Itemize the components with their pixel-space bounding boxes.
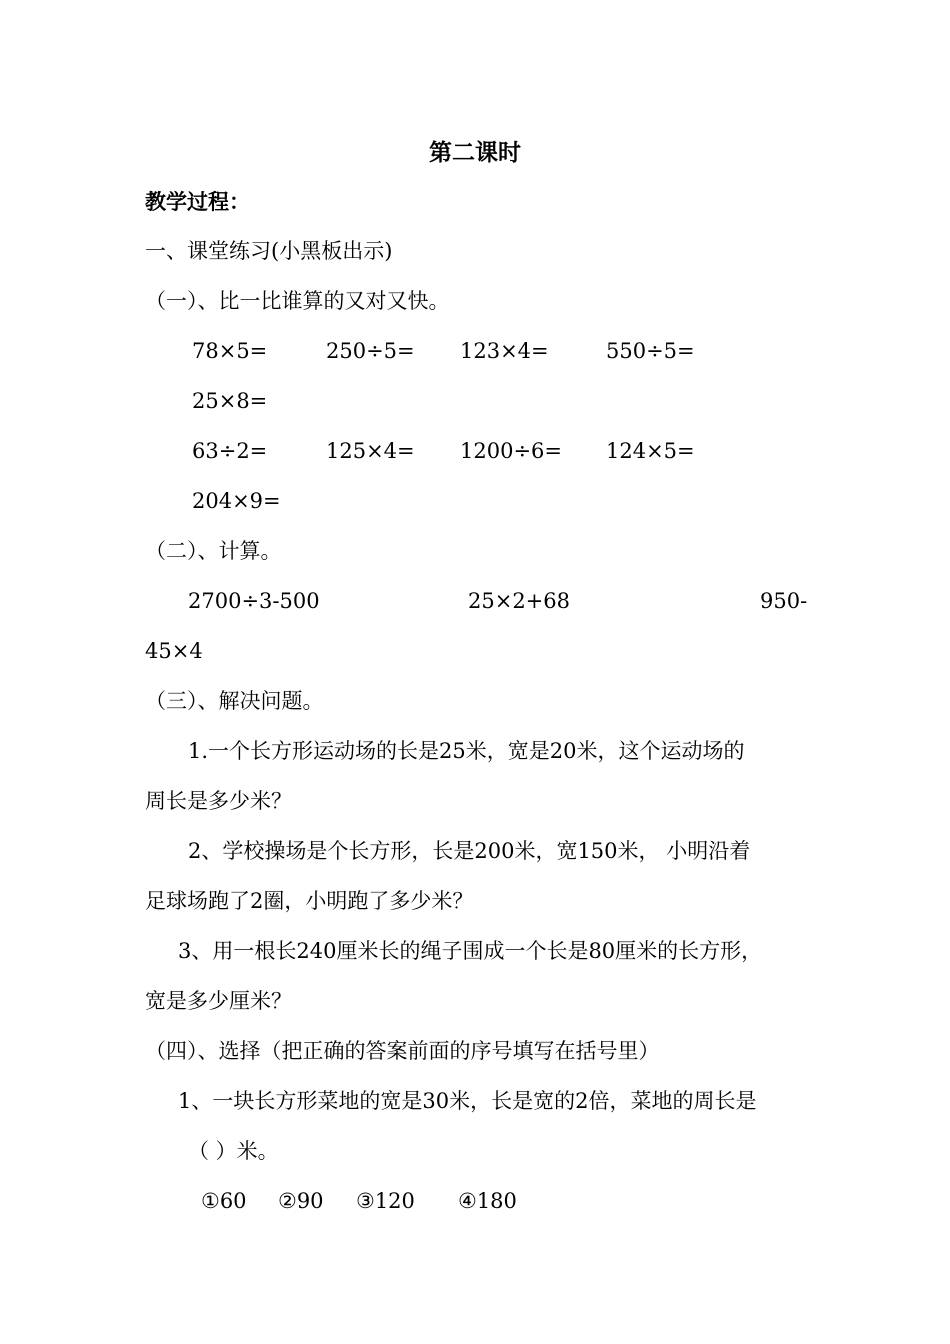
section-heading: 教学过程：: [145, 189, 250, 214]
exercise-item: 63÷2=: [192, 439, 268, 463]
problem-text: 3、用一根长240厘米长的绳子围成一个长是80厘米的长方形，: [178, 939, 763, 963]
exercise-item: 204×9=: [192, 489, 281, 513]
expression-wrap: 45×4: [145, 639, 203, 663]
exercise-item: 123×4=: [460, 339, 549, 363]
problem-text: 足球场跑了2圈，小明跑了多少米？: [145, 889, 474, 913]
option-item: ③120: [356, 1189, 415, 1213]
exercise-item: 124×5=: [606, 439, 695, 463]
part-label: （四）、选择（把正确的答案前面的序号填写在括号里）: [145, 1039, 660, 1063]
exercise-item: 78×5=: [192, 339, 268, 363]
part-label: （一）、比一比谁算的又对又快。: [145, 289, 450, 313]
problem-text: 周长是多少米？: [145, 789, 292, 813]
expression-item: 25×2+68: [468, 589, 570, 613]
question-text: 1、一块长方形菜地的宽是30米，长是宽的2倍，菜地的周长是: [178, 1089, 757, 1113]
part-label: （三）、解决问题。: [145, 689, 324, 713]
question-text: （ ）米。: [188, 1139, 279, 1163]
exercise-item: 550÷5=: [606, 339, 695, 363]
problem-text: 宽是多少厘米？: [145, 989, 292, 1013]
section-title: 一、课堂练习(小黑板出示): [145, 239, 393, 263]
exercise-item: 125×4=: [326, 439, 415, 463]
part-label: （二）、计算。: [145, 539, 282, 563]
problem-text: 2、学校操场是个长方形，长是200米，宽150米， 小明沿着: [188, 839, 751, 863]
expression-item: 2700÷3-500: [188, 589, 320, 613]
exercise-item: 250÷5=: [326, 339, 415, 363]
option-item: ②90: [278, 1189, 324, 1213]
option-item: ④180: [458, 1189, 517, 1213]
page-title: 第二课时: [429, 139, 521, 166]
expression-item: 950-: [760, 589, 808, 613]
exercise-item: 25×8=: [192, 389, 268, 413]
option-item: ①60: [201, 1189, 247, 1213]
exercise-item: 1200÷6=: [460, 439, 562, 463]
problem-text: 1.一个长方形运动场的长是25米，宽是20米，这个运动场的: [188, 739, 745, 763]
